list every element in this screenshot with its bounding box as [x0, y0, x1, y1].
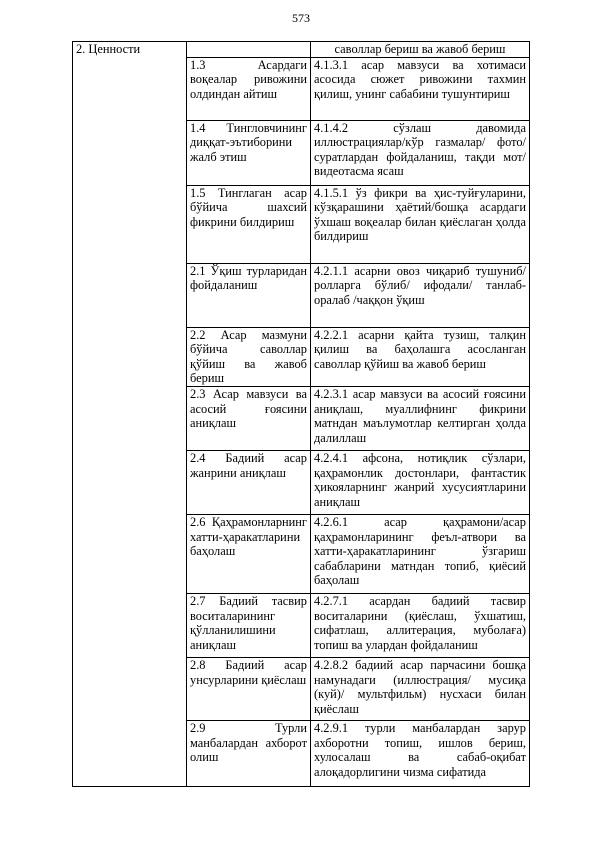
- outcome-cell: 4.2.7.1 асардан бадиий тасвир воситаларини (қиёслаш, ўхшатиш, сифатлаш, аллитерация, муболаға) топиш ва улардан фойдаланиш: [311, 593, 530, 657]
- curriculum-table: [72, 41, 530, 787]
- skill-cell: 1.5 Тинглаган асар бўйича шахсий фикрини билдириш: [187, 185, 311, 263]
- skill-cell: 2.9 Турли манбалардан ахборот олиш: [187, 720, 311, 786]
- skill-cell: 2.7 Бадиий тасвир воситаларининг қўлланилишини аниқлаш: [187, 593, 311, 657]
- skill-cell: 1.4 Тингловчининг диққат-эътиборини жалб этиш: [187, 120, 311, 185]
- outcome-cell: 4.1.5.1 ўз фикри ва ҳис-туйғуларини, кўзқарашини ҳаётий/бошқа асардаги ўхшаш воқеалар билан қиёслаган ҳолда билдириш: [311, 185, 530, 263]
- outcome-cell: саволлар бериш ва жавоб бериш: [311, 42, 530, 58]
- outcome-cell: 4.2.2.1 асарни қайта тузиш, талқин қилиш ва баҳолашга асосланган саволлар қўйиш ва жавоб бериш: [311, 327, 530, 386]
- skill-cell: 2.6 Қаҳрамонларнинг хатти-ҳаракатларини баҳолаш: [187, 514, 311, 593]
- outcome-cell: 4.2.9.1 турли манбалардан зарур ахборотни топиш, ишлов бериш, хулосалаш ва сабаб-оқибат алоқадорлигини чизма сифатида: [311, 720, 530, 786]
- outcome-cell: 4.2.3.1 асар мавзуси ва асосий ғоясини аниқлаш, муаллифнинг фикрини матндан маълумотлар келтирган ҳолда далиллаш: [311, 386, 530, 450]
- outcome-cell: 4.2.8.2 бадиий асар парчасини бошқа намунадаги (иллюстрация/ мусиқа (куй)/ мультфильм) нусхаси билан қиёслаш: [311, 657, 530, 720]
- table-row: [73, 42, 530, 58]
- category-cell: 2. Ценности: [73, 42, 187, 787]
- outcome-cell: 4.1.3.1 асар мавзуси ва хотимаси асосида сюжет ривожини тахмин қилиш, унинг сабабини тушунтириш: [311, 57, 530, 120]
- skill-cell: 2.4 Бадиий асар жанрини аниқлаш: [187, 450, 311, 514]
- skill-cell: [187, 42, 311, 58]
- outcome-cell: 4.1.4.2 сўзлаш давомида иллюстрациялар/кўр газмалар/ фото/суратлардан фойдаланиш, тақди мот/ видеотасма ясаш: [311, 120, 530, 185]
- skill-cell: 2.3 Асар мавзуси ва асосий ғоясини аниқлаш: [187, 386, 311, 450]
- outcome-cell: 4.2.6.1 асар қаҳрамони/асар қаҳрамонларининг феъл-атвори ва хатти-ҳаракатларининг ўзгариш сабабларини матндан топиб, қиёсий баҳолаш: [311, 514, 530, 593]
- outcome-cell: 4.2.1.1 асарни овоз чиқариб тушуниб/ ролларга бўлиб/ ифодали/ танлаб-оралаб /чаққон ўқиш: [311, 263, 530, 327]
- page-number: 573: [292, 11, 310, 25]
- outcome-cell: 4.2.4.1 афсона, нотиқлик сўзлари, қаҳрамонлик достонлари, фантастик ҳикояларнинг жанрий хусусиятларини аниқлаш: [311, 450, 530, 514]
- skill-cell: 2.1 Ўқиш турларидан фойдаланиш: [187, 263, 311, 327]
- skill-cell: 1.3 Асардаги воқеалар ривожини олдиндан айтиш: [187, 57, 311, 120]
- skill-cell: 2.2 Асар мазмуни бўйича саволлар қўйиш ва жавоб бериш: [187, 327, 311, 386]
- skill-cell: 2.8 Бадиий асар унсурларини қиёслаш: [187, 657, 311, 720]
